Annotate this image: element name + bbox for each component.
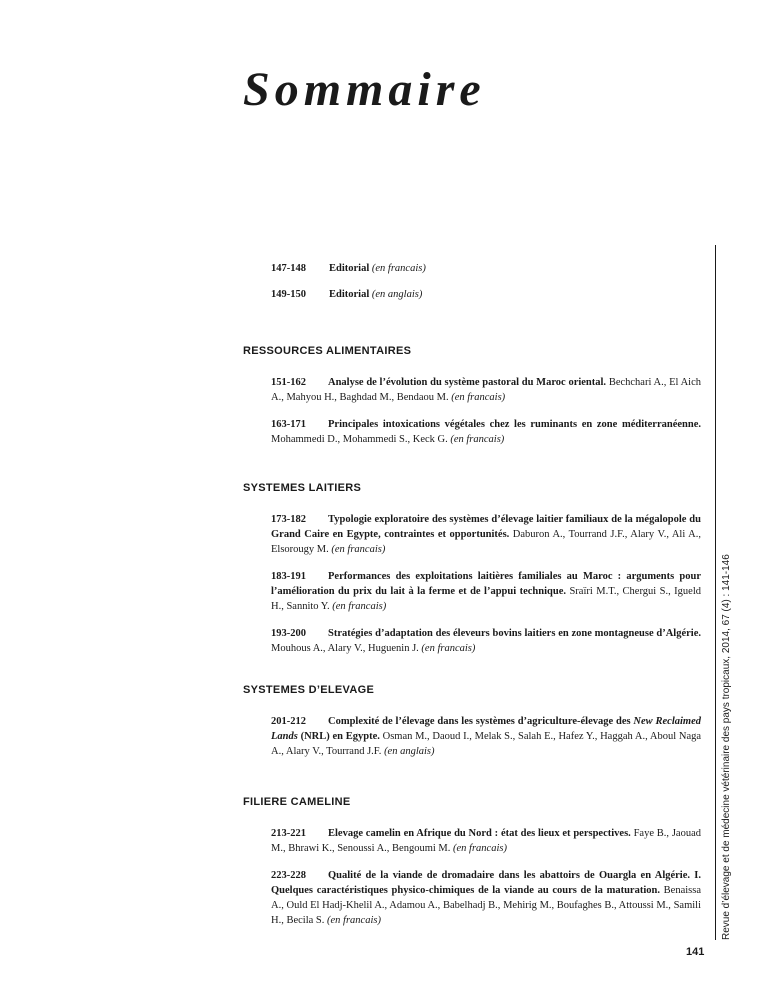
editorial-entry xyxy=(271,289,701,300)
toc-entry: 173-182 Typologie exploratoire des systèmes d’élevage laitier familiaux de la mégalopole du Grand Caire en Egypte, contraintes et opportunités. Daburon A., Tourrand J.F., Alary V., Ali A., Elsorougy M. (en francais) xyxy=(271,514,702,555)
section-ressources-alimentaires xyxy=(243,345,701,459)
section-heading: SYSTEMES LAITIERS xyxy=(243,482,362,494)
editorial-title: Editorial (en anglais) xyxy=(329,289,423,300)
editorial-entry xyxy=(271,263,701,274)
margin-rule xyxy=(715,245,716,940)
toc-entry: 151-162 Analyse de l’évolution du système pastoral du Maroc oriental. Bechchari A., El Aich A., Mahyou H., Baghdad M., Bendaou M. (en francais) xyxy=(271,377,701,403)
toc-entry: 183-191 Performances des exploitations laitières familiales au Maroc : arguments pour l’amélioration du prix du lait à la ferme et de l’appui technique. Sraïri M.T., Chergui S., Igueld H., Sannito Y. (en francais) xyxy=(271,571,702,612)
editorial-title: Editorial (en francais) xyxy=(329,263,426,274)
page-title: Sommaire xyxy=(243,63,486,116)
journal-citation-sidebar: Revue d’élevage et de médecine vétérinaire des pays tropicaux, 2014, 67 (4) : 141-146 xyxy=(721,554,732,940)
section-systemes-laitiers xyxy=(243,482,701,668)
section-heading: RESSOURCES ALIMENTAIRES xyxy=(243,345,412,357)
editorial-list xyxy=(271,263,701,315)
section-systemes-elevage xyxy=(243,684,701,771)
toc-entry: 213-221 Elevage camelin en Afrique du Nord : état des lieux et perspectives. Faye B., Jaouad M., Bhrawi K., Senoussi A., Bengoumi M. (en francais) xyxy=(271,828,701,854)
section-heading: SYSTEMES D’ELEVAGE xyxy=(243,684,375,696)
section-heading: FILIERE CAMELINE xyxy=(243,796,351,808)
toc-entry: 223-228 Qualité de la viande de dromadaire dans les abattoirs de Ouargla en Algérie. I. Quelques caractéristiques physico-chimiques de la viande au cours de la maturation. Benaissa A., Ould El Hadj-Khelil A., Adamou A., Babelhadj B., Mehirig M., Boufaghes B., Attoussi M., Samili H., Becila S. (en francais) xyxy=(271,870,701,926)
toc-entry: 163-171 Principales intoxications végétales chez les ruminants en zone méditerranéenne. Mohammedi D., Mohammedi S., Keck G. (en francais) xyxy=(271,419,701,445)
page-range: 149-150 xyxy=(271,289,306,300)
page-range: 147-148 xyxy=(271,263,306,274)
toc-entry: 201-212 Complexité de l’élevage dans les systèmes d’agriculture-élevage des New Reclaimed Lands (NRL) en Egypte. Osman M., Daoud I., Melak S., Salah E., Hafez Y., Haggah A., Aboul Naga A., Alary V., Tourrand J.F. (en anglais) xyxy=(271,716,702,757)
section-filiere-cameline xyxy=(243,796,701,940)
page-number: 141 xyxy=(686,946,705,958)
toc-entry: 193-200 Stratégies d’adaptation des éleveurs bovins laitiers en zone montagneuse d’Algérie. Mouhous A., Alary V., Huguenin J. (en francais) xyxy=(271,628,701,654)
